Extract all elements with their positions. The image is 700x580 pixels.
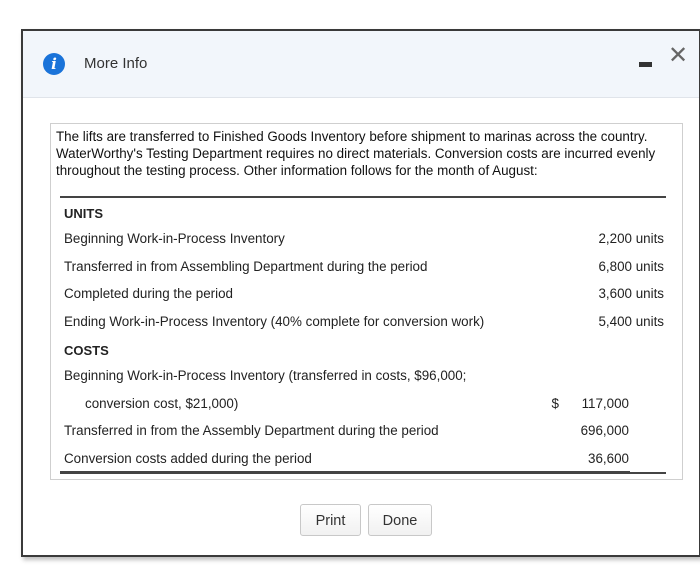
row-label: Beginning Work-in-Process Inventory (transferred in costs, $96,000; (64, 368, 467, 384)
row-value: 6,800 units (598, 258, 664, 274)
units-header-row (60, 198, 666, 225)
row-label: Beginning Work-in-Process Inventory (64, 231, 285, 247)
row-label: Transferred in from the Assembly Department during the period (64, 423, 439, 439)
table-row (60, 225, 666, 252)
minimize-icon[interactable] (639, 62, 652, 67)
table-row (60, 280, 666, 307)
table-row (60, 253, 666, 280)
info-icon: i (43, 53, 65, 75)
print-button[interactable]: Print (300, 504, 361, 536)
table-row (60, 445, 666, 472)
info-table (60, 196, 666, 474)
row-label: Conversion costs added during the period (64, 450, 312, 466)
costs-header-row (60, 335, 666, 362)
done-button[interactable]: Done (368, 504, 432, 536)
table-row (60, 390, 666, 417)
table-row (60, 308, 666, 335)
close-icon[interactable]: ✕ (667, 42, 689, 69)
dialog-title: More Info (84, 55, 148, 72)
dialog-titlebar (23, 31, 699, 98)
row-value: 696,000 (580, 423, 629, 439)
units-header: UNITS (64, 206, 103, 221)
row-label: Completed during the period (64, 286, 233, 302)
costs-header: COSTS (64, 342, 109, 358)
row-label: conversion cost, $21,000) (85, 395, 239, 411)
more-info-dialog (21, 29, 700, 557)
row-value: 5,400 units (598, 313, 664, 329)
row-label: Ending Work-in-Process Inventory (40% complete for conversion work) (64, 313, 485, 329)
row-value: 2,200 units (598, 231, 664, 247)
info-content (50, 123, 683, 480)
row-value: 117,000 (581, 395, 629, 411)
table-row (60, 362, 666, 389)
row-value: 3,600 units (598, 286, 664, 302)
intro-text: The lifts are transferred to Finished Goods Inventory before shipment to marinas across the country. WaterWorthy's Testing Department requires no direct materials. Conversion costs are incurred evenly throughout the testing process. Other information follows for the month of August: (56, 129, 656, 178)
row-value: 36,600 (588, 450, 629, 466)
dollar-sign: $ (551, 395, 559, 411)
row-label: Transferred in from Assembling Department during the period (64, 258, 428, 274)
table-row (60, 417, 666, 444)
